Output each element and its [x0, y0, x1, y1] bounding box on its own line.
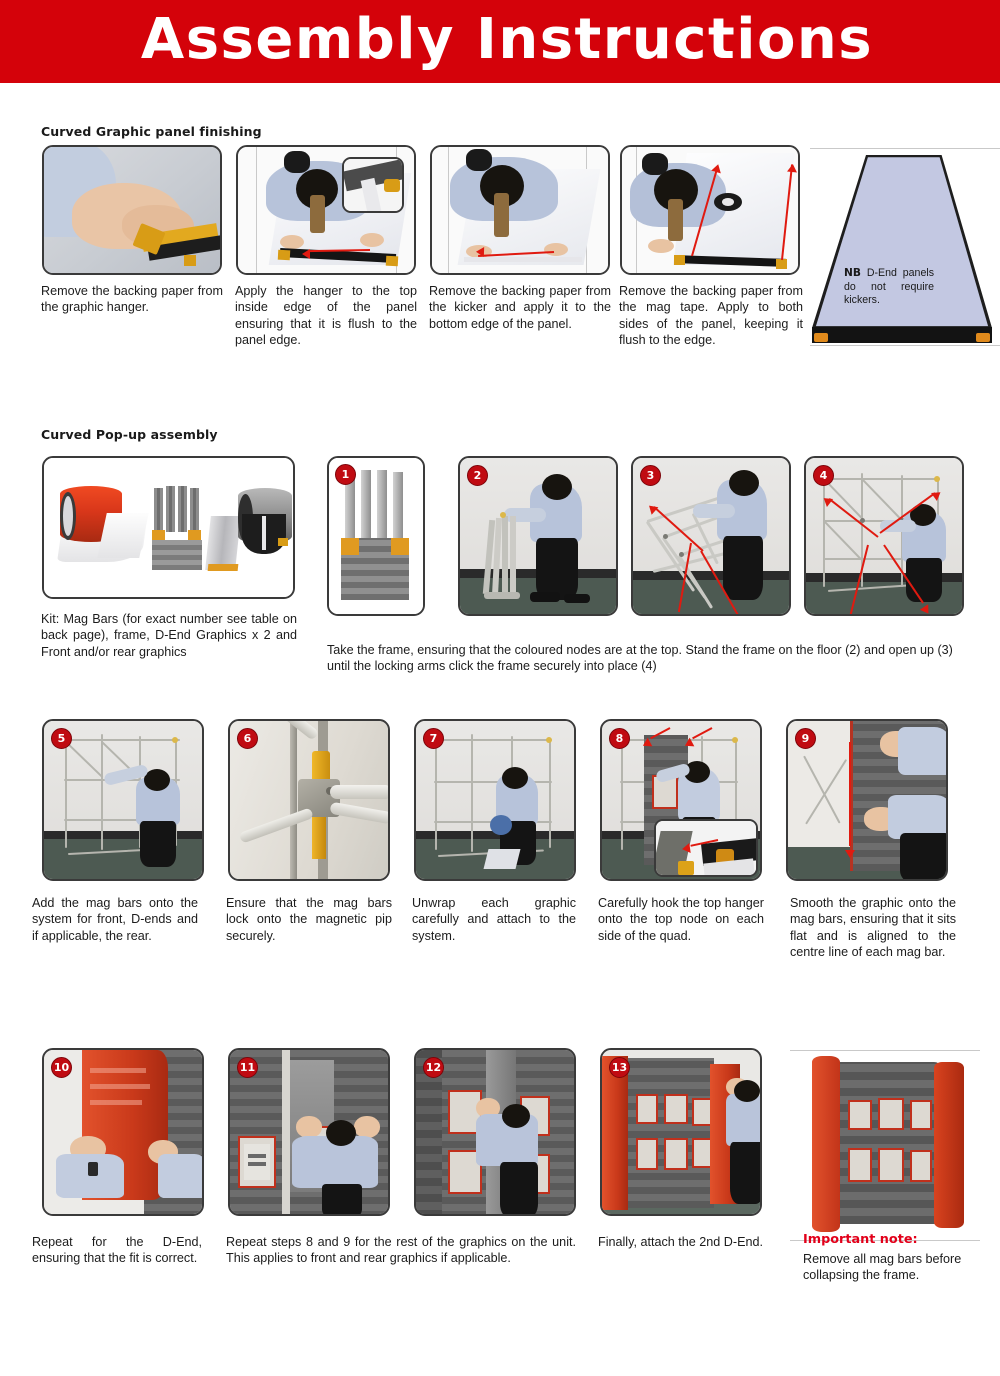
- step-badge-7: 7: [423, 728, 444, 749]
- photo-step-7-unwrap-graphic: [414, 719, 576, 881]
- photo-step-12-rest-of-graphics: [414, 1048, 576, 1216]
- caption-step-6: Ensure that the mag bars lock onto the magnetic pip securely.: [226, 896, 392, 943]
- step-badge-11: 11: [237, 1057, 258, 1078]
- final-rule-top: [790, 1050, 980, 1051]
- step-badge-12: 12: [423, 1057, 444, 1078]
- caption-step-11: Repeat steps 8 and 9 for the rest of the graphics on the unit. This applies to front and rear graphics if applicable.: [226, 1235, 576, 1266]
- caption-kit-contents: Kit: Mag Bars (for exact number see table on back page), frame, D-End Graphics x 2 and Front and/or rear graphics: [41, 612, 297, 659]
- photo-step-1-folded-frame: [327, 456, 425, 616]
- caption-step-5: Add the mag bars onto the system for front, D-ends and if applicable, the rear.: [32, 896, 198, 943]
- step-badge-1: 1: [335, 464, 356, 485]
- dend-rule-top: [810, 148, 1000, 149]
- photo-content: [44, 147, 220, 273]
- caption-step-apply-kicker: Remove the backing paper from the kicker and apply it to the bottom edge of the panel.: [429, 284, 611, 331]
- photo-step-6-magnetic-pip: [228, 719, 390, 881]
- important-note-title: Important note:: [803, 1232, 918, 1247]
- step-badge-8: 8: [609, 728, 630, 749]
- caption-frame-setup: Take the frame, ensuring that the coloured nodes are at the top. Stand the frame on the floor (2) and open up (3) until the locking arms click the frame securely into place (4): [327, 643, 953, 674]
- important-note-text: Remove all mag bars before collapsing the frame.: [803, 1252, 962, 1283]
- photo-apply-mag-tape: [620, 145, 800, 275]
- caption-step-10: Repeat for the D-End, ensuring that the fit is correct.: [32, 1235, 202, 1266]
- section-heading-popup-assembly: Curved Pop-up assembly: [41, 427, 218, 442]
- step-badge-13: 13: [609, 1057, 630, 1078]
- step-badge-3: 3: [640, 465, 661, 486]
- caption-step-8: Carefully hook the top hanger onto the top node on each side of the quad.: [598, 896, 764, 943]
- photo-kit-contents: [42, 456, 295, 599]
- dend-kicker-bar: [812, 327, 992, 343]
- photo-step-9-smooth-graphic: [786, 719, 948, 881]
- inset-hook-detail: [654, 819, 758, 877]
- caption-step-apply-hanger: Apply the hanger to the top inside edge of the panel ensuring that it is flush to the panel edge.: [235, 284, 417, 348]
- photo-step-13-attach-second-dend: [600, 1048, 762, 1216]
- dend-corner-right: [976, 333, 990, 342]
- step-badge-2: 2: [467, 465, 488, 486]
- photo-step-5-add-mag-bars: [42, 719, 204, 881]
- step-badge-10: 10: [51, 1057, 72, 1078]
- dend-note-lead: NB: [844, 267, 861, 279]
- photo-content: [238, 147, 414, 273]
- dend-note-text: [844, 267, 934, 308]
- final-assembled-unit-illustration: [806, 1056, 976, 1236]
- step-badge-9: 9: [795, 728, 816, 749]
- photo-content: [622, 147, 798, 273]
- dend-rule-bottom: [810, 345, 1000, 346]
- caption-step-apply-mag-tape: Remove the backing paper from the mag tape. Apply to both sides of the panel, keeping it flush to the edge.: [619, 284, 803, 348]
- photo-content: [432, 147, 608, 273]
- photo-remove-backing-paper-hanger: [42, 145, 222, 275]
- page-title: Assembly Instructions: [140, 7, 874, 72]
- caption-step-13: Finally, attach the 2nd D-End.: [598, 1235, 763, 1249]
- photo-apply-hanger-top-edge: [236, 145, 416, 275]
- caption-step-remove-backing-hanger: Remove the backing paper from the graphic hanger.: [41, 284, 223, 315]
- dend-note-body: D-End panels do not require kickers.: [844, 267, 934, 306]
- caption-step-7: Unwrap each graphic carefully and attach to the system.: [412, 896, 576, 943]
- dend-corner-left: [814, 333, 828, 342]
- photo-step-8-hook-top-hanger: [600, 719, 762, 881]
- photo-content: [44, 458, 293, 597]
- section-heading-panel-finishing: Curved Graphic panel finishing: [41, 124, 262, 139]
- photo-step-11-repeat-graphics: [228, 1048, 390, 1216]
- dend-fill: [814, 157, 990, 341]
- step-badge-4: 4: [813, 465, 834, 486]
- photo-step-4-locked-frame: [804, 456, 964, 616]
- photo-step-2-stand-frame: [458, 456, 618, 616]
- photo-apply-kicker-bottom-edge: [430, 145, 610, 275]
- step-badge-5: 5: [51, 728, 72, 749]
- caption-step-9: Smooth the graphic onto the mag bars, ensuring that it sits flat and is aligned to the centre line of each mag bar.: [790, 896, 956, 960]
- step-badge-6: 6: [237, 728, 258, 749]
- dend-panel-illustration: [812, 155, 992, 343]
- inset-hanger-detail: [342, 157, 404, 213]
- photo-step-10-dend-fit: [42, 1048, 204, 1216]
- photo-step-3-open-frame: [631, 456, 791, 616]
